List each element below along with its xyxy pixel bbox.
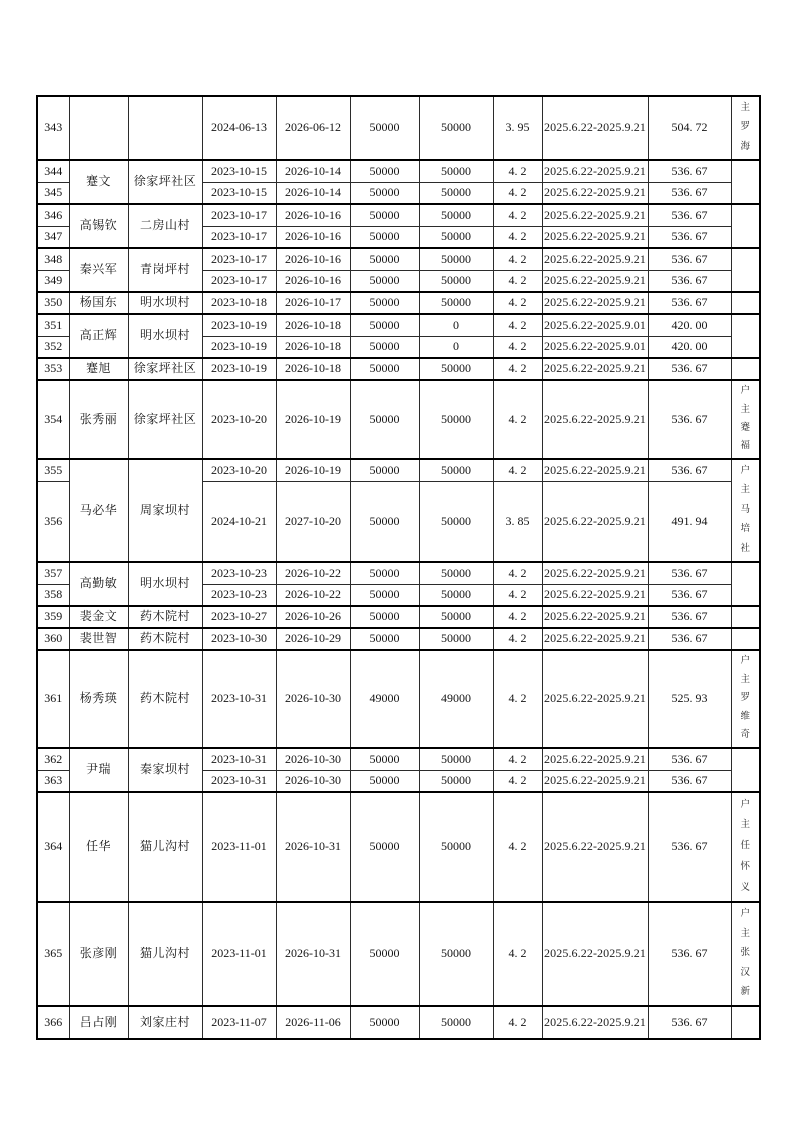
cell-balance: 50000	[419, 358, 493, 380]
cell-rate: 4. 2	[493, 584, 542, 606]
cell-start-date: 2023-10-17	[202, 248, 276, 270]
note-char: 蹇	[740, 422, 750, 433]
cell-start-date: 2023-10-19	[202, 336, 276, 358]
cell-note	[731, 628, 760, 650]
cell-interest-period: 2025.6.22-2025.9.01	[542, 336, 648, 358]
cell-village	[128, 96, 202, 160]
cell-seq-number: 345	[37, 182, 69, 204]
cell-amount: 50000	[350, 459, 419, 481]
cell-interest-amount: 536. 67	[648, 628, 731, 650]
table-row	[37, 248, 760, 270]
cell-rate: 4. 2	[493, 650, 542, 748]
table-row	[37, 902, 760, 1006]
cell-seq-number: 348	[37, 248, 69, 270]
cell-end-date: 2026-10-31	[276, 792, 350, 902]
cell-balance: 50000	[419, 628, 493, 650]
cell-balance: 50000	[419, 459, 493, 481]
cell-depositor-name: 杨国东	[69, 292, 128, 314]
cell-balance: 50000	[419, 792, 493, 902]
cell-end-date: 2026-10-16	[276, 204, 350, 226]
cell-interest-amount: 536. 67	[648, 562, 731, 584]
cell-interest-period: 2025.6.22-2025.9.21	[542, 459, 648, 481]
cell-start-date: 2023-10-15	[202, 160, 276, 182]
note-char: 新	[740, 987, 750, 998]
cell-start-date: 2023-10-17	[202, 270, 276, 292]
cell-start-date: 2023-10-20	[202, 380, 276, 459]
cell-interest-amount: 504. 72	[648, 96, 731, 160]
cell-interest-amount: 536. 67	[648, 748, 731, 770]
table-row	[37, 380, 760, 459]
cell-interest-amount: 536. 67	[648, 380, 731, 459]
cell-balance: 50000	[419, 748, 493, 770]
cell-start-date: 2023-10-17	[202, 204, 276, 226]
cell-interest-amount: 420. 00	[648, 314, 731, 336]
cell-interest-period: 2025.6.22-2025.9.21	[542, 380, 648, 459]
cell-depositor-name: 吕占刚	[69, 1006, 128, 1039]
note-char: 主	[740, 928, 750, 939]
cell-village: 徐家坪社区	[128, 380, 202, 459]
cell-note	[731, 96, 760, 160]
cell-interest-period: 2025.6.22-2025.9.21	[542, 770, 648, 792]
cell-interest-period: 2025.6.22-2025.9.21	[542, 226, 648, 248]
cell-note	[731, 1006, 760, 1039]
cell-end-date: 2026-10-19	[276, 459, 350, 481]
cell-interest-period: 2025.6.22-2025.9.21	[542, 650, 648, 748]
cell-interest-period: 2025.6.22-2025.9.21	[542, 270, 648, 292]
cell-seq-number: 359	[37, 606, 69, 628]
cell-start-date: 2023-10-31	[202, 650, 276, 748]
cell-note	[731, 902, 760, 1006]
cell-balance: 50000	[419, 204, 493, 226]
cell-amount: 50000	[350, 1006, 419, 1039]
table-row	[37, 562, 760, 584]
cell-interest-amount: 536. 67	[648, 902, 731, 1006]
cell-interest-period: 2025.6.22-2025.9.21	[542, 748, 648, 770]
table-row	[37, 650, 760, 748]
cell-village: 徐家坪社区	[128, 358, 202, 380]
cell-interest-amount: 491. 94	[648, 481, 731, 562]
cell-rate: 4. 2	[493, 562, 542, 584]
cell-interest-period: 2025.6.22-2025.9.21	[542, 292, 648, 314]
cell-interest-period: 2025.6.22-2025.9.21	[542, 902, 648, 1006]
cell-interest-amount: 525. 93	[648, 650, 731, 748]
cell-amount: 50000	[350, 314, 419, 336]
cell-note	[731, 358, 760, 380]
cell-rate: 3. 95	[493, 96, 542, 160]
cell-rate: 4. 2	[493, 1006, 542, 1039]
note-char: 奇	[740, 730, 750, 740]
cell-interest-amount: 536. 67	[648, 226, 731, 248]
cell-amount: 50000	[350, 336, 419, 358]
cell-village: 药木院村	[128, 606, 202, 628]
cell-end-date: 2026-10-18	[276, 314, 350, 336]
cell-note	[731, 748, 760, 792]
cell-end-date: 2026-10-31	[276, 902, 350, 1006]
cell-depositor-name: 张彦刚	[69, 902, 128, 1006]
cell-village: 二房山村	[128, 204, 202, 248]
table-row	[37, 96, 760, 160]
cell-start-date: 2023-10-15	[202, 182, 276, 204]
cell-amount: 50000	[350, 606, 419, 628]
table-row	[37, 792, 760, 902]
cell-start-date: 2023-11-07	[202, 1006, 276, 1039]
note-vertical-text	[732, 905, 760, 1003]
cell-end-date: 2026-10-30	[276, 650, 350, 748]
cell-interest-period: 2025.6.22-2025.9.21	[542, 248, 648, 270]
cell-seq-number: 355	[37, 459, 69, 481]
cell-rate: 4. 2	[493, 628, 542, 650]
cell-depositor-name: 蹇旭	[69, 358, 128, 380]
cell-interest-period: 2025.6.22-2025.9.21	[542, 358, 648, 380]
cell-end-date: 2026-10-16	[276, 248, 350, 270]
cell-seq-number: 344	[37, 160, 69, 182]
ledger-body	[37, 96, 760, 1039]
cell-interest-period: 2025.6.22-2025.9.21	[542, 96, 648, 160]
cell-start-date: 2023-10-19	[202, 314, 276, 336]
note-char: 罗	[740, 693, 750, 704]
cell-interest-amount: 536. 67	[648, 292, 731, 314]
cell-amount: 50000	[350, 792, 419, 902]
cell-village: 明水坝村	[128, 314, 202, 358]
cell-depositor-name: 蹇文	[69, 160, 128, 204]
table-row	[37, 358, 760, 380]
cell-village: 秦家坝村	[128, 748, 202, 792]
cell-seq-number: 362	[37, 748, 69, 770]
cell-interest-amount: 536. 67	[648, 204, 731, 226]
cell-balance: 50000	[419, 292, 493, 314]
cell-interest-period: 2025.6.22-2025.9.21	[542, 584, 648, 606]
cell-interest-period: 2025.6.22-2025.9.21	[542, 182, 648, 204]
cell-amount: 50000	[350, 270, 419, 292]
table-row	[37, 628, 760, 650]
cell-amount: 50000	[350, 204, 419, 226]
cell-amount: 49000	[350, 650, 419, 748]
cell-interest-period: 2025.6.22-2025.9.21	[542, 562, 648, 584]
cell-village: 刘家庄村	[128, 1006, 202, 1039]
cell-interest-amount: 536. 67	[648, 606, 731, 628]
note-vertical-text	[732, 653, 760, 745]
table-row	[37, 314, 760, 336]
cell-interest-amount: 536. 67	[648, 459, 731, 481]
cell-depositor-name: 张秀丽	[69, 380, 128, 459]
cell-depositor-name: 裴金文	[69, 606, 128, 628]
cell-balance: 50000	[419, 160, 493, 182]
cell-amount: 50000	[350, 584, 419, 606]
cell-rate: 4. 2	[493, 204, 542, 226]
cell-seq-number: 360	[37, 628, 69, 650]
cell-interest-period: 2025.6.22-2025.9.21	[542, 160, 648, 182]
note-char: 培	[740, 524, 750, 535]
cell-village: 明水坝村	[128, 292, 202, 314]
cell-start-date: 2024-06-13	[202, 96, 276, 160]
cell-start-date: 2023-10-18	[202, 292, 276, 314]
cell-interest-period: 2025.6.22-2025.9.21	[542, 204, 648, 226]
cell-rate: 4. 2	[493, 292, 542, 314]
cell-depositor-name: 裴世智	[69, 628, 128, 650]
cell-interest-amount: 536. 67	[648, 792, 731, 902]
cell-rate: 4. 2	[493, 459, 542, 481]
cell-end-date: 2026-10-18	[276, 336, 350, 358]
cell-rate: 4. 2	[493, 226, 542, 248]
cell-end-date: 2026-10-18	[276, 358, 350, 380]
cell-balance: 50000	[419, 481, 493, 562]
cell-balance: 50000	[419, 584, 493, 606]
note-vertical-text	[732, 462, 760, 559]
note-char: 主	[740, 674, 750, 685]
table-row	[37, 292, 760, 314]
cell-interest-period: 2025.6.22-2025.9.21	[542, 792, 648, 902]
cell-seq-number: 365	[37, 902, 69, 1006]
table-row	[37, 606, 760, 628]
note-vertical-text	[732, 383, 760, 456]
note-char: 户	[740, 799, 750, 810]
note-char: 罗	[740, 122, 750, 133]
cell-amount: 50000	[350, 96, 419, 160]
cell-amount: 50000	[350, 358, 419, 380]
cell-end-date: 2026-10-17	[276, 292, 350, 314]
cell-end-date: 2026-10-22	[276, 584, 350, 606]
note-char: 主	[740, 102, 750, 113]
cell-amount: 50000	[350, 160, 419, 182]
cell-seq-number: 361	[37, 650, 69, 748]
note-char: 海	[740, 141, 750, 152]
cell-start-date: 2023-10-23	[202, 584, 276, 606]
table-row	[37, 1006, 760, 1039]
note-char: 主	[740, 485, 750, 496]
cell-note	[731, 314, 760, 358]
cell-seq-number: 349	[37, 270, 69, 292]
note-char: 怀	[740, 862, 750, 873]
cell-depositor-name: 高勤敏	[69, 562, 128, 606]
note-char: 户	[740, 656, 750, 667]
cell-note	[731, 204, 760, 248]
cell-balance: 50000	[419, 902, 493, 1006]
cell-depositor-name: 杨秀瑛	[69, 650, 128, 748]
cell-seq-number: 351	[37, 314, 69, 336]
cell-note	[731, 606, 760, 628]
cell-end-date: 2026-06-12	[276, 96, 350, 160]
cell-village: 猫儿沟村	[128, 792, 202, 902]
cell-amount: 50000	[350, 628, 419, 650]
cell-depositor-name	[69, 96, 128, 160]
cell-balance: 50000	[419, 1006, 493, 1039]
table-row	[37, 160, 760, 182]
cell-depositor-name: 尹瑞	[69, 748, 128, 792]
cell-seq-number: 347	[37, 226, 69, 248]
cell-start-date: 2023-11-01	[202, 902, 276, 1006]
cell-village: 青岗坪村	[128, 248, 202, 292]
cell-seq-number: 353	[37, 358, 69, 380]
cell-start-date: 2023-10-27	[202, 606, 276, 628]
cell-interest-period: 2025.6.22-2025.9.21	[542, 606, 648, 628]
cell-note	[731, 792, 760, 902]
cell-amount: 50000	[350, 380, 419, 459]
cell-balance: 50000	[419, 770, 493, 792]
cell-note	[731, 248, 760, 292]
cell-balance: 50000	[419, 96, 493, 160]
cell-end-date: 2026-10-14	[276, 160, 350, 182]
cell-depositor-name: 马必华	[69, 459, 128, 562]
cell-seq-number: 366	[37, 1006, 69, 1039]
cell-note	[731, 160, 760, 204]
cell-start-date: 2023-10-23	[202, 562, 276, 584]
cell-rate: 4. 2	[493, 380, 542, 459]
cell-rate: 4. 2	[493, 902, 542, 1006]
cell-interest-amount: 536. 67	[648, 248, 731, 270]
cell-balance: 50000	[419, 562, 493, 584]
cell-rate: 4. 2	[493, 270, 542, 292]
cell-depositor-name: 高正辉	[69, 314, 128, 358]
cell-seq-number: 354	[37, 380, 69, 459]
deposit-ledger-table	[36, 95, 761, 1040]
cell-interest-amount: 536. 67	[648, 770, 731, 792]
cell-amount: 50000	[350, 182, 419, 204]
cell-start-date: 2023-10-19	[202, 358, 276, 380]
cell-rate: 4. 2	[493, 182, 542, 204]
cell-village: 周家坝村	[128, 459, 202, 562]
cell-interest-amount: 536. 67	[648, 160, 731, 182]
cell-interest-period: 2025.6.22-2025.9.01	[542, 314, 648, 336]
cell-seq-number: 343	[37, 96, 69, 160]
cell-rate: 3. 85	[493, 481, 542, 562]
cell-balance: 50000	[419, 380, 493, 459]
cell-balance: 50000	[419, 606, 493, 628]
cell-end-date: 2026-10-16	[276, 270, 350, 292]
cell-interest-amount: 536. 67	[648, 1006, 731, 1039]
cell-balance: 49000	[419, 650, 493, 748]
cell-seq-number: 350	[37, 292, 69, 314]
cell-start-date: 2023-10-30	[202, 628, 276, 650]
cell-seq-number: 358	[37, 584, 69, 606]
cell-seq-number: 352	[37, 336, 69, 358]
cell-interest-period: 2025.6.22-2025.9.21	[542, 1006, 648, 1039]
cell-start-date: 2023-10-31	[202, 748, 276, 770]
cell-rate: 4. 2	[493, 770, 542, 792]
note-char: 维	[740, 711, 750, 722]
note-char: 主	[740, 404, 750, 415]
cell-seq-number: 357	[37, 562, 69, 584]
cell-end-date: 2026-11-06	[276, 1006, 350, 1039]
cell-balance: 0	[419, 336, 493, 358]
cell-end-date: 2026-10-16	[276, 226, 350, 248]
cell-end-date: 2027-10-20	[276, 481, 350, 562]
cell-amount: 50000	[350, 770, 419, 792]
note-char: 户	[740, 465, 750, 476]
cell-note	[731, 650, 760, 748]
cell-start-date: 2023-10-20	[202, 459, 276, 481]
note-vertical-text	[732, 99, 760, 157]
cell-rate: 4. 2	[493, 606, 542, 628]
cell-village: 药木院村	[128, 650, 202, 748]
cell-balance: 50000	[419, 270, 493, 292]
cell-amount: 50000	[350, 902, 419, 1006]
note-char: 张	[740, 948, 750, 959]
note-char: 福	[740, 441, 750, 452]
cell-rate: 4. 2	[493, 160, 542, 182]
cell-depositor-name: 任华	[69, 792, 128, 902]
cell-village: 徐家坪社区	[128, 160, 202, 204]
table-row	[37, 204, 760, 226]
cell-rate: 4. 2	[493, 336, 542, 358]
cell-note	[731, 380, 760, 459]
table-row	[37, 748, 760, 770]
cell-balance: 50000	[419, 226, 493, 248]
cell-rate: 4. 2	[493, 314, 542, 336]
cell-note	[731, 292, 760, 314]
cell-note	[731, 562, 760, 606]
note-char: 户	[740, 386, 750, 397]
cell-end-date: 2026-10-30	[276, 770, 350, 792]
cell-interest-amount: 536. 67	[648, 584, 731, 606]
cell-rate: 4. 2	[493, 248, 542, 270]
note-char: 马	[740, 504, 750, 515]
cell-amount: 50000	[350, 292, 419, 314]
cell-end-date: 2026-10-14	[276, 182, 350, 204]
table-row	[37, 459, 760, 481]
cell-amount: 50000	[350, 481, 419, 562]
note-vertical-text	[732, 795, 760, 899]
cell-amount: 50000	[350, 562, 419, 584]
cell-balance: 50000	[419, 182, 493, 204]
note-char: 户	[740, 909, 750, 920]
cell-interest-period: 2025.6.22-2025.9.21	[542, 481, 648, 562]
cell-end-date: 2026-10-22	[276, 562, 350, 584]
cell-end-date: 2026-10-30	[276, 748, 350, 770]
cell-interest-period: 2025.6.22-2025.9.21	[542, 628, 648, 650]
cell-balance: 0	[419, 314, 493, 336]
cell-start-date: 2023-10-31	[202, 770, 276, 792]
cell-amount: 50000	[350, 226, 419, 248]
note-char: 义	[740, 882, 750, 893]
cell-start-date: 2023-10-17	[202, 226, 276, 248]
cell-rate: 4. 2	[493, 358, 542, 380]
cell-end-date: 2026-10-26	[276, 606, 350, 628]
note-char: 汉	[740, 967, 750, 978]
cell-amount: 50000	[350, 748, 419, 770]
cell-village: 明水坝村	[128, 562, 202, 606]
cell-seq-number: 363	[37, 770, 69, 792]
cell-note	[731, 459, 760, 562]
cell-interest-amount: 420. 00	[648, 336, 731, 358]
cell-end-date: 2026-10-19	[276, 380, 350, 459]
cell-village: 猫儿沟村	[128, 902, 202, 1006]
cell-seq-number: 356	[37, 481, 69, 562]
cell-rate: 4. 2	[493, 792, 542, 902]
note-char: 社	[740, 543, 750, 554]
cell-balance: 50000	[419, 248, 493, 270]
cell-depositor-name: 秦兴军	[69, 248, 128, 292]
note-char: 任	[740, 841, 750, 852]
cell-start-date: 2023-11-01	[202, 792, 276, 902]
cell-interest-amount: 536. 67	[648, 358, 731, 380]
note-char: 主	[740, 820, 750, 831]
cell-village: 药木院村	[128, 628, 202, 650]
cell-seq-number: 346	[37, 204, 69, 226]
cell-amount: 50000	[350, 248, 419, 270]
cell-start-date: 2024-10-21	[202, 481, 276, 562]
cell-interest-amount: 536. 67	[648, 182, 731, 204]
cell-interest-amount: 536. 67	[648, 270, 731, 292]
cell-depositor-name: 高锡钦	[69, 204, 128, 248]
cell-end-date: 2026-10-29	[276, 628, 350, 650]
cell-seq-number: 364	[37, 792, 69, 902]
cell-rate: 4. 2	[493, 748, 542, 770]
